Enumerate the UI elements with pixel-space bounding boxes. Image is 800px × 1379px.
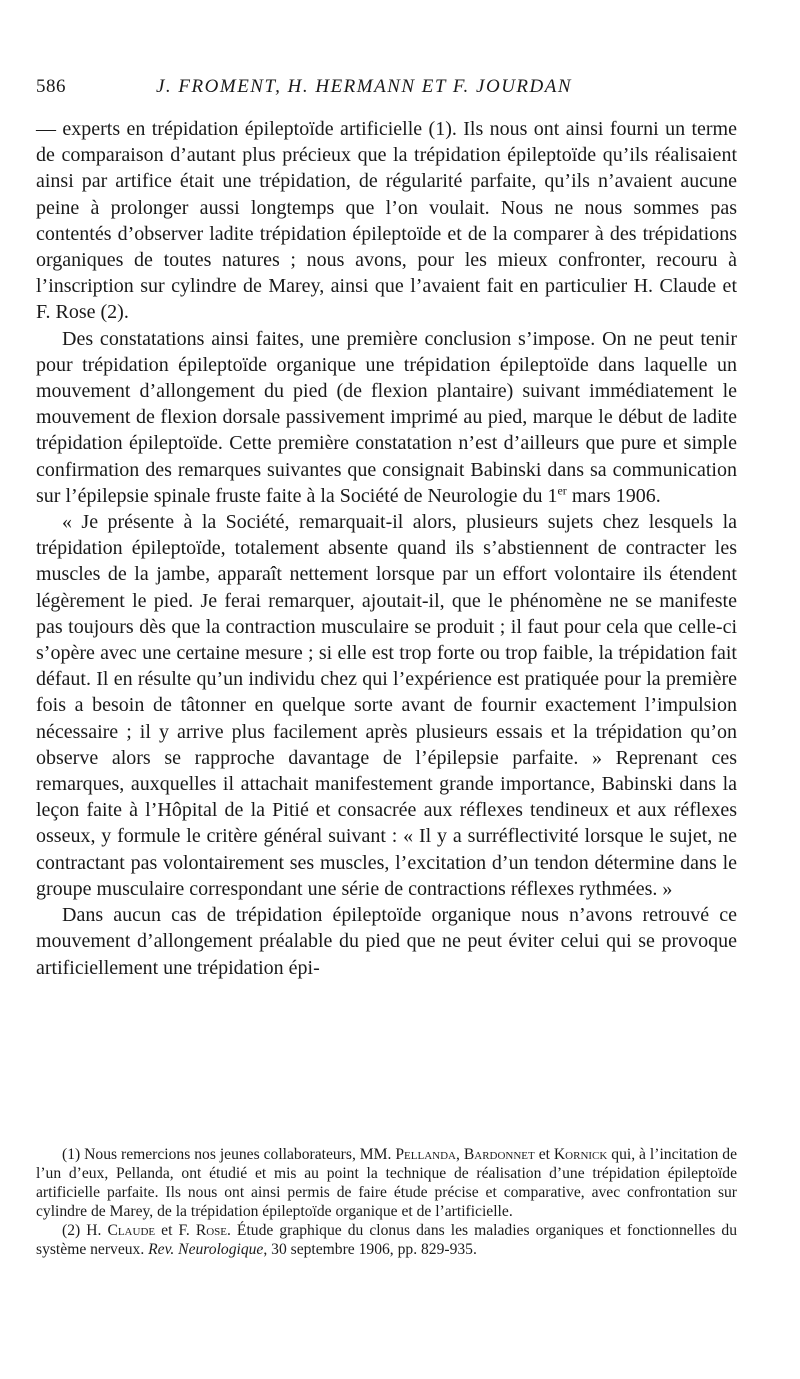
paragraph-2	[36, 326, 737, 509]
footnote-1	[36, 1145, 737, 1221]
footnote-2-name-1: Claude	[107, 1222, 156, 1239]
footnote-2-text-c: , 30 septembre 1906, pp. 829-935.	[263, 1241, 477, 1258]
footnote-2-name-2: Rose	[195, 1222, 227, 1239]
paragraph-3-quotation: « Je présente à la Société, remarquait-il alors, plusieurs sujets chez lesquels la trépidation épileptoïde, totalement absente quand ils s’abstiennent de contracter les muscles de la jambe, apparaît nettement lorsque par un effort volontaire ils étendent légèrement le pied. Je ferai remarquer, ajoutait-il, que le phénomène ne se manifeste pas toujours dès que la contraction musculaire se produit ; il faut pour cela que celle-ci s’opère avec une certaine mesure ; si elle est trop forte ou trop faible, la trépidation fait défaut. Il en résulte qu’un individu chez qui l’expérience est pratiquée pour la première fois a besoin de tâtonner en quelque sorte avant de fournir exactement l’impulsion nécessaire ; il y arrive plus facilement après plusieurs essais et la trépidation qu’on observe alors se rapproche davantage de l’épilepsie parfaite. » Reprenant ces remarques, auxquelles il attachait manifestement grande importance, Babinski dans la leçon faite à l’Hôpital de la Pitié et consacrée aux réflexes tendineux et aux réflexes osseux, y formule le critère général suivant : « Il y a surréflectivité lorsque le sujet, ne contractant pas volontairement ses muscles, l’excitation d’un tendon détermine dans le groupe musculaire correspondant une série de contractions réflexes rythmées. »	[36, 511, 737, 900]
footnote-1-text-b: qui, à l’incitation de l’un d’eux, Pellanda, ont étudié et mis au point la technique de réalisation d’une trépidation épileptoïde artificielle parfaite. Ils nous ont ainsi permis de faire étude précise et comparative, avec confrontation sur cylindre de Marey, de la trépidation épileptoïde organique et de l’artificielle.	[36, 1146, 738, 1220]
footnote-1-sep-2: et	[534, 1146, 554, 1163]
footnote-1-name-2: Bardonnet	[463, 1146, 535, 1163]
footnote-2-marker: (2)	[62, 1222, 81, 1239]
date-day: 1	[547, 484, 558, 507]
running-header	[36, 74, 736, 100]
footnote-2-journal: Rev. Neurologique	[148, 1241, 264, 1258]
footnote-1-marker: (1)	[62, 1146, 81, 1163]
footnote-2-text-b: . Étude graphique du clonus dans les maladies organiques et fonctionnelles du système nerveux.	[36, 1222, 738, 1258]
footnote-1-sep-1: ,	[455, 1146, 464, 1163]
paragraph-2-text: Des constatations ainsi faites, une première conclusion s’impose. On ne peut tenir pour trépidation épileptoïde organique une trépidation épileptoïde dans laquelle un mouvement d’allongement du pied (de flexion plantaire) suivant immédiatement le mouvement de flexion dorsale passivement imprimé au pied, marque le début de ladite trépidation épileptoïde. Cette première constatation n’est d’ailleurs que pure et simple confirmation des remarques suivantes que consignait Babinski dans sa communication sur l’épilepsie spinale fruste faite à la Société de Neurologie du	[36, 327, 737, 507]
footnote-2-sep-1: et F.	[155, 1222, 196, 1239]
footnote-1-text-a: Nous remercions nos jeunes collaborateurs, MM.	[80, 1146, 396, 1163]
footnote-1-name-1: Pellanda	[395, 1146, 456, 1163]
body-text	[36, 116, 737, 981]
running-title: J. FROMENT, H. HERMANN ET F. JOURDAN	[156, 76, 573, 97]
footnotes	[36, 1145, 737, 1259]
footnote-2-text-a: H.	[80, 1222, 108, 1239]
paragraph-4: Dans aucun cas de trépidation épileptoïde organique nous n’avons retrouvé ce mouvement d’allongement préalable du pied que ne peut éviter celui qui se provoque artificiellement une trépidation épi-	[36, 904, 737, 979]
paragraph-1: — experts en trépidation épileptoïde artificielle (1). Ils nous ont ainsi fourni un terme de comparaison d’autant plus précieux que la trépidation épileptoïde qu’ils réalisaient ainsi par artifice était une trépidation, de régularité parfaite, qu’ils n’avaient aucune peine à prolonger aussi longtemps que l’on voulait. Nous ne nous sommes pas contentés d’observer ladite trépidation épileptoïde et de la comparer à des trépidations organiques de toutes natures ; nous avons, pour les mieux confronter, recouru à l’inscription sur cylindre de Marey, ainsi que l’avaient fait en particulier H. Claude et F. Rose (2).	[36, 118, 737, 324]
footnote-1-name-3: Kornick	[553, 1146, 608, 1163]
page-number: 586	[36, 76, 66, 97]
date-ordinal-suffix: er	[557, 483, 567, 498]
date-rest: mars 1906.	[566, 484, 661, 507]
footnote-2	[36, 1221, 737, 1259]
